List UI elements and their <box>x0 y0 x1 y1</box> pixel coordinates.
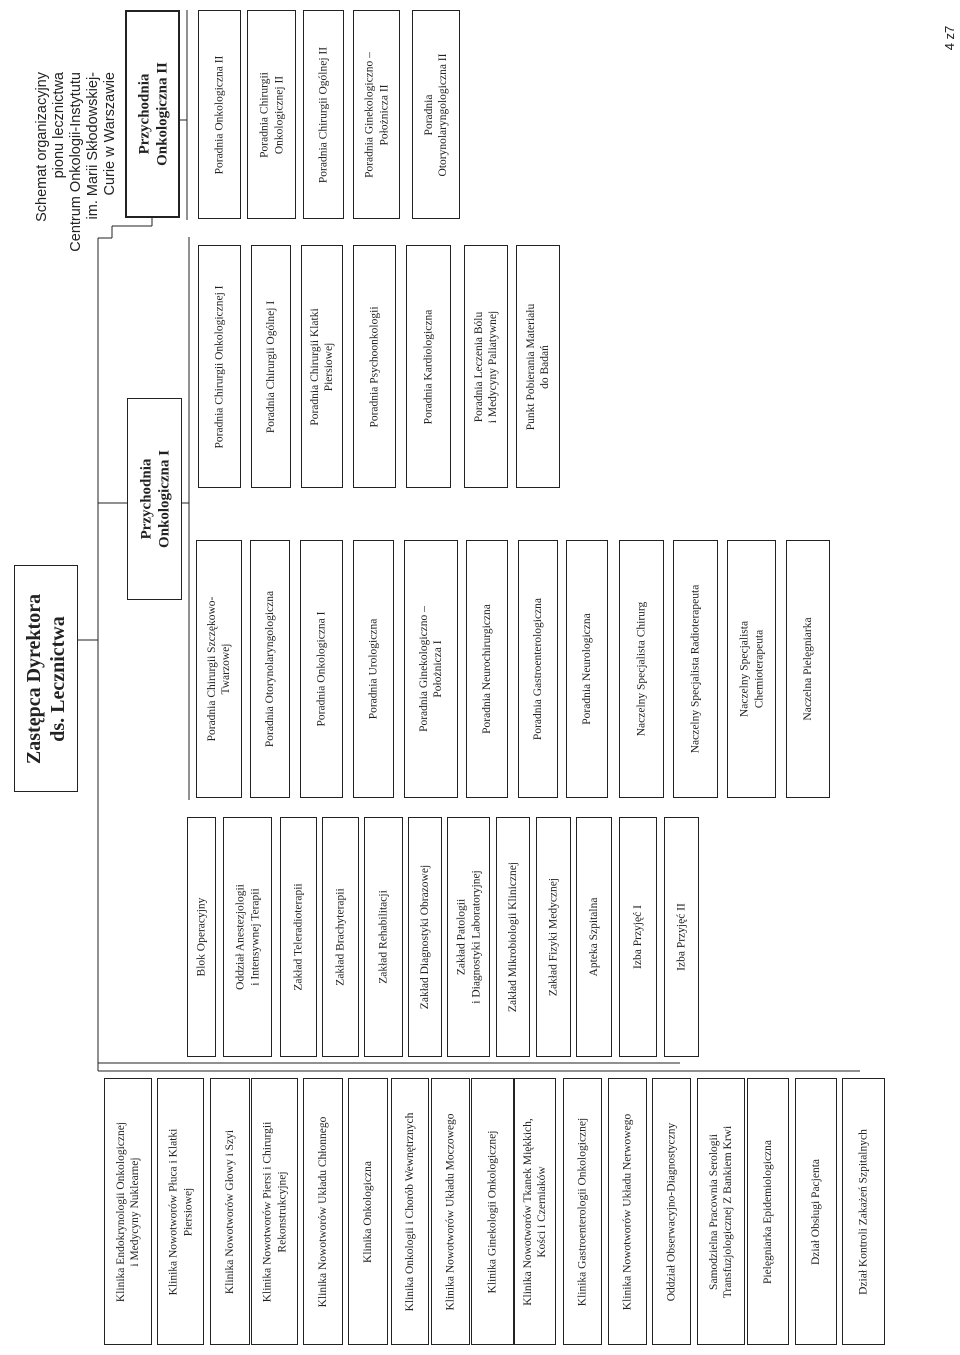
department-box-label: Izba Przyjęć II <box>675 903 688 971</box>
clinic-box-label: Klinika Nowotworów Tkanek Miękkich, Kości i Czerniaków <box>521 1117 548 1306</box>
clinic-box <box>348 1078 388 1345</box>
poradnia-2-box-label: Poradnia Ginekologiczno – Położnicza II <box>363 51 390 178</box>
poradnia-2-box-label: Poradnia Chirurgii Onkologicznej II <box>258 71 285 158</box>
poradnia-1-left-box <box>353 540 394 798</box>
header <box>0 0 119 300</box>
poradnia-1-right-box-label: Poradnia Chirurgii Ogólnej I <box>264 300 277 433</box>
poradnia-1-left-box-label: Poradnia Onkologiczna I <box>315 611 328 727</box>
poradnia-2-box <box>412 10 460 219</box>
poradnia-1-right-box <box>406 245 451 488</box>
clinic-box-label: Klinika Ginekologii Onkologicznej <box>486 1130 499 1293</box>
clinic-box-label: Klinika Endokrynologii Onkologicznej i Medycyny Nuklearnej <box>114 1121 141 1302</box>
poradnia-1-left-box-label: Poradnia Otorynolaryngologiczna <box>263 590 276 748</box>
przychodnia-2-title: Przychodnia Onkologiczna II <box>135 62 170 166</box>
clinic-box <box>104 1078 152 1345</box>
poradnia-1-left-box <box>300 540 343 798</box>
poradnia-1-right-box <box>353 245 396 488</box>
clinic-box <box>391 1078 429 1345</box>
poradnia-1-right-box-label: Punkt Pobierania Materiału do Badań <box>524 303 551 430</box>
clinic-box-label: Klinika Nowotworów Układu Moczowego <box>444 1112 457 1311</box>
clinic-box <box>431 1078 470 1345</box>
clinic-box-label: Klinika Onkologii i Chorób Wewnętrznych <box>403 1112 416 1311</box>
department-box-label: Oddział Anestezjologii i Intensywnej Terapii <box>234 884 261 990</box>
clinic-box <box>251 1078 298 1345</box>
poradnia-1-right-box <box>464 245 508 488</box>
clinic-box-label: Klinika Nowotworów Układu Chłonnego <box>316 1116 329 1307</box>
poradnia-1-left-box-label: Naczelna Pielęgniarka <box>801 617 814 721</box>
przychodnia-1-box <box>127 398 182 600</box>
clinic-box-label: Oddział Obserwacyjno-Diagnostyczny <box>665 1122 678 1301</box>
department-box <box>280 817 317 1057</box>
poradnia-2-box <box>198 10 241 219</box>
poradnia-1-right-box <box>251 245 291 488</box>
poradnia-1-left-box-label: Poradnia Gastroenterologiczna <box>531 597 544 741</box>
department-box <box>536 817 571 1057</box>
poradnia-1-left-box-label: Poradnia Chirurgii Szczękowo- Twarzowej <box>205 596 232 742</box>
clinic-box-label: Klinika Onkologiczna <box>361 1160 374 1263</box>
poradnia-1-right-box <box>198 245 241 488</box>
department-box-label: Zakład Rehabilitacji <box>377 890 390 984</box>
department-box <box>576 817 612 1057</box>
poradnia-2-box <box>353 10 400 219</box>
department-box-label: Zakład Patologii i Diagnostyki Laboratoryjnej <box>455 870 482 1004</box>
przychodnia-1-title: Przychodnia Onkologiczna I <box>137 450 172 548</box>
poradnia-1-left-box <box>566 540 608 798</box>
poradnia-1-left-box <box>466 540 508 798</box>
director-box <box>14 565 78 792</box>
poradnia-1-left-box-label: Naczelny Specjalista Radioterapeuta <box>689 584 702 754</box>
department-box-label: Zakład Diagnostyki Obrazowej <box>418 864 431 1010</box>
poradnia-1-right-box-label: Poradnia Chirurgii Onkologicznej I <box>213 285 226 448</box>
clinic-box-label: Klinika Nowotworów Płuca i Klatki Piersiowej <box>167 1128 194 1295</box>
poradnia-1-right-box-label: Poradnia Psychoonkologii <box>368 305 381 428</box>
clinic-box <box>157 1078 204 1345</box>
poradnia-1-left-box-label: Naczelny Specjalista Chirurg <box>635 601 648 737</box>
department-box <box>187 817 216 1057</box>
poradnia-2-box-label: Poradnia Otorynolaryngologiczna II <box>422 53 449 176</box>
poradnia-2-box-label: Poradnia Chirurgii Ogólnej II <box>317 46 330 183</box>
clinic-box-label: Dział Obsługi Pacjenta <box>809 1158 822 1265</box>
clinic-box-label: Klinika Nowotworów Głowy i Szyi <box>223 1129 236 1294</box>
clinic-box <box>842 1078 885 1345</box>
poradnia-2-box <box>247 10 296 219</box>
department-box <box>364 817 403 1057</box>
poradnia-1-right-box <box>516 245 560 488</box>
clinic-box <box>303 1078 343 1345</box>
department-box <box>496 817 530 1057</box>
department-box-label: Blok Operacyjny <box>195 897 208 977</box>
poradnia-1-right-box-label: Poradnia Leczenia Bólu i Medycyny Paliatywnej <box>472 310 499 423</box>
department-box-label: Apteka Szpitalna <box>587 897 600 977</box>
poradnia-1-right-box-label: Poradnia Chirurgii Klatki Piersiowej <box>308 307 335 426</box>
poradnia-1-left-box <box>727 540 776 798</box>
department-box <box>664 817 699 1057</box>
department-box-label: Zakład Mikrobiologii Klinicznej <box>506 861 519 1013</box>
department-box <box>619 817 657 1057</box>
poradnia-1-left-box-label: Poradnia Neurochirurgiczna <box>480 604 493 734</box>
clinic-box <box>608 1078 647 1345</box>
poradnia-1-left-box <box>250 540 290 798</box>
clinic-box <box>652 1078 691 1345</box>
department-box-label: Zakład Teleradioterapii <box>292 883 305 991</box>
clinic-box <box>514 1078 556 1345</box>
poradnia-1-right-box <box>301 245 343 488</box>
department-box-label: Izba Przyjęć I <box>631 905 644 969</box>
poradnia-1-left-box-label: Poradnia Urologiczna <box>367 618 380 720</box>
poradnia-2-box <box>303 10 344 219</box>
director-label: Zastępca Dyrektora ds. Lecznictwa <box>23 593 69 764</box>
clinic-box-label: Klinika Gastroenterologii Onkologicznej <box>576 1117 589 1306</box>
clinic-box-label: Klinika Nowotworów Układu Nerwowego <box>621 1113 634 1310</box>
document-title: Schemat organizacyjny pionu lecznictwa Centrum Onkologii-Instytutu im. Marii Skłodowskiej-Curie w Warszawie <box>34 72 119 252</box>
department-box <box>408 817 442 1057</box>
clinic-box <box>795 1078 837 1345</box>
clinic-box <box>697 1078 745 1345</box>
przychodnia-2-box <box>125 10 180 218</box>
poradnia-1-right-box-label: Poradnia Kardiologiczna <box>422 309 435 424</box>
clinic-box <box>210 1078 250 1345</box>
poradnia-1-left-box-label: Poradnia Ginekologiczno – Położnicza I <box>417 606 444 732</box>
clinic-box <box>471 1078 514 1345</box>
clinic-box <box>563 1078 602 1345</box>
clinic-box-label: Samodzielna Pracownia Serologii Transfuzjologicznej Z Bankiem Krwi <box>707 1125 734 1298</box>
department-box <box>223 817 272 1057</box>
department-box-label: Zakład Brachyterapii <box>334 888 347 986</box>
clinic-box-label: Pielęgniarka Epidemiologiczna <box>761 1139 774 1284</box>
poradnia-1-left-box <box>404 540 458 798</box>
poradnia-1-left-box <box>673 540 718 798</box>
poradnia-1-left-box <box>786 540 830 798</box>
department-box <box>322 817 359 1057</box>
poradnia-1-left-box-label: Naczelny Specjalista Chemioterapeuta <box>738 620 765 718</box>
poradnia-2-box-label: Poradnia Onkologiczna II <box>213 55 226 174</box>
poradnia-1-left-box <box>196 540 242 798</box>
department-box-label: Zakład Fizyki Medycznej <box>547 877 560 997</box>
poradnia-1-left-box <box>518 540 558 798</box>
clinic-box-label: Klinika Nowotworów Piersi i Chirurgii Rekonstrukcyjnej <box>261 1121 288 1302</box>
clinic-box <box>747 1078 789 1345</box>
clinic-box-label: Dział Kontroli Zakażeń Szpitalnych <box>857 1128 870 1295</box>
poradnia-1-left-box-label: Poradnia Neurologiczna <box>580 613 593 725</box>
poradnia-1-left-box <box>619 540 664 798</box>
department-box <box>447 817 490 1057</box>
page-number: 4 z7 <box>942 25 957 51</box>
